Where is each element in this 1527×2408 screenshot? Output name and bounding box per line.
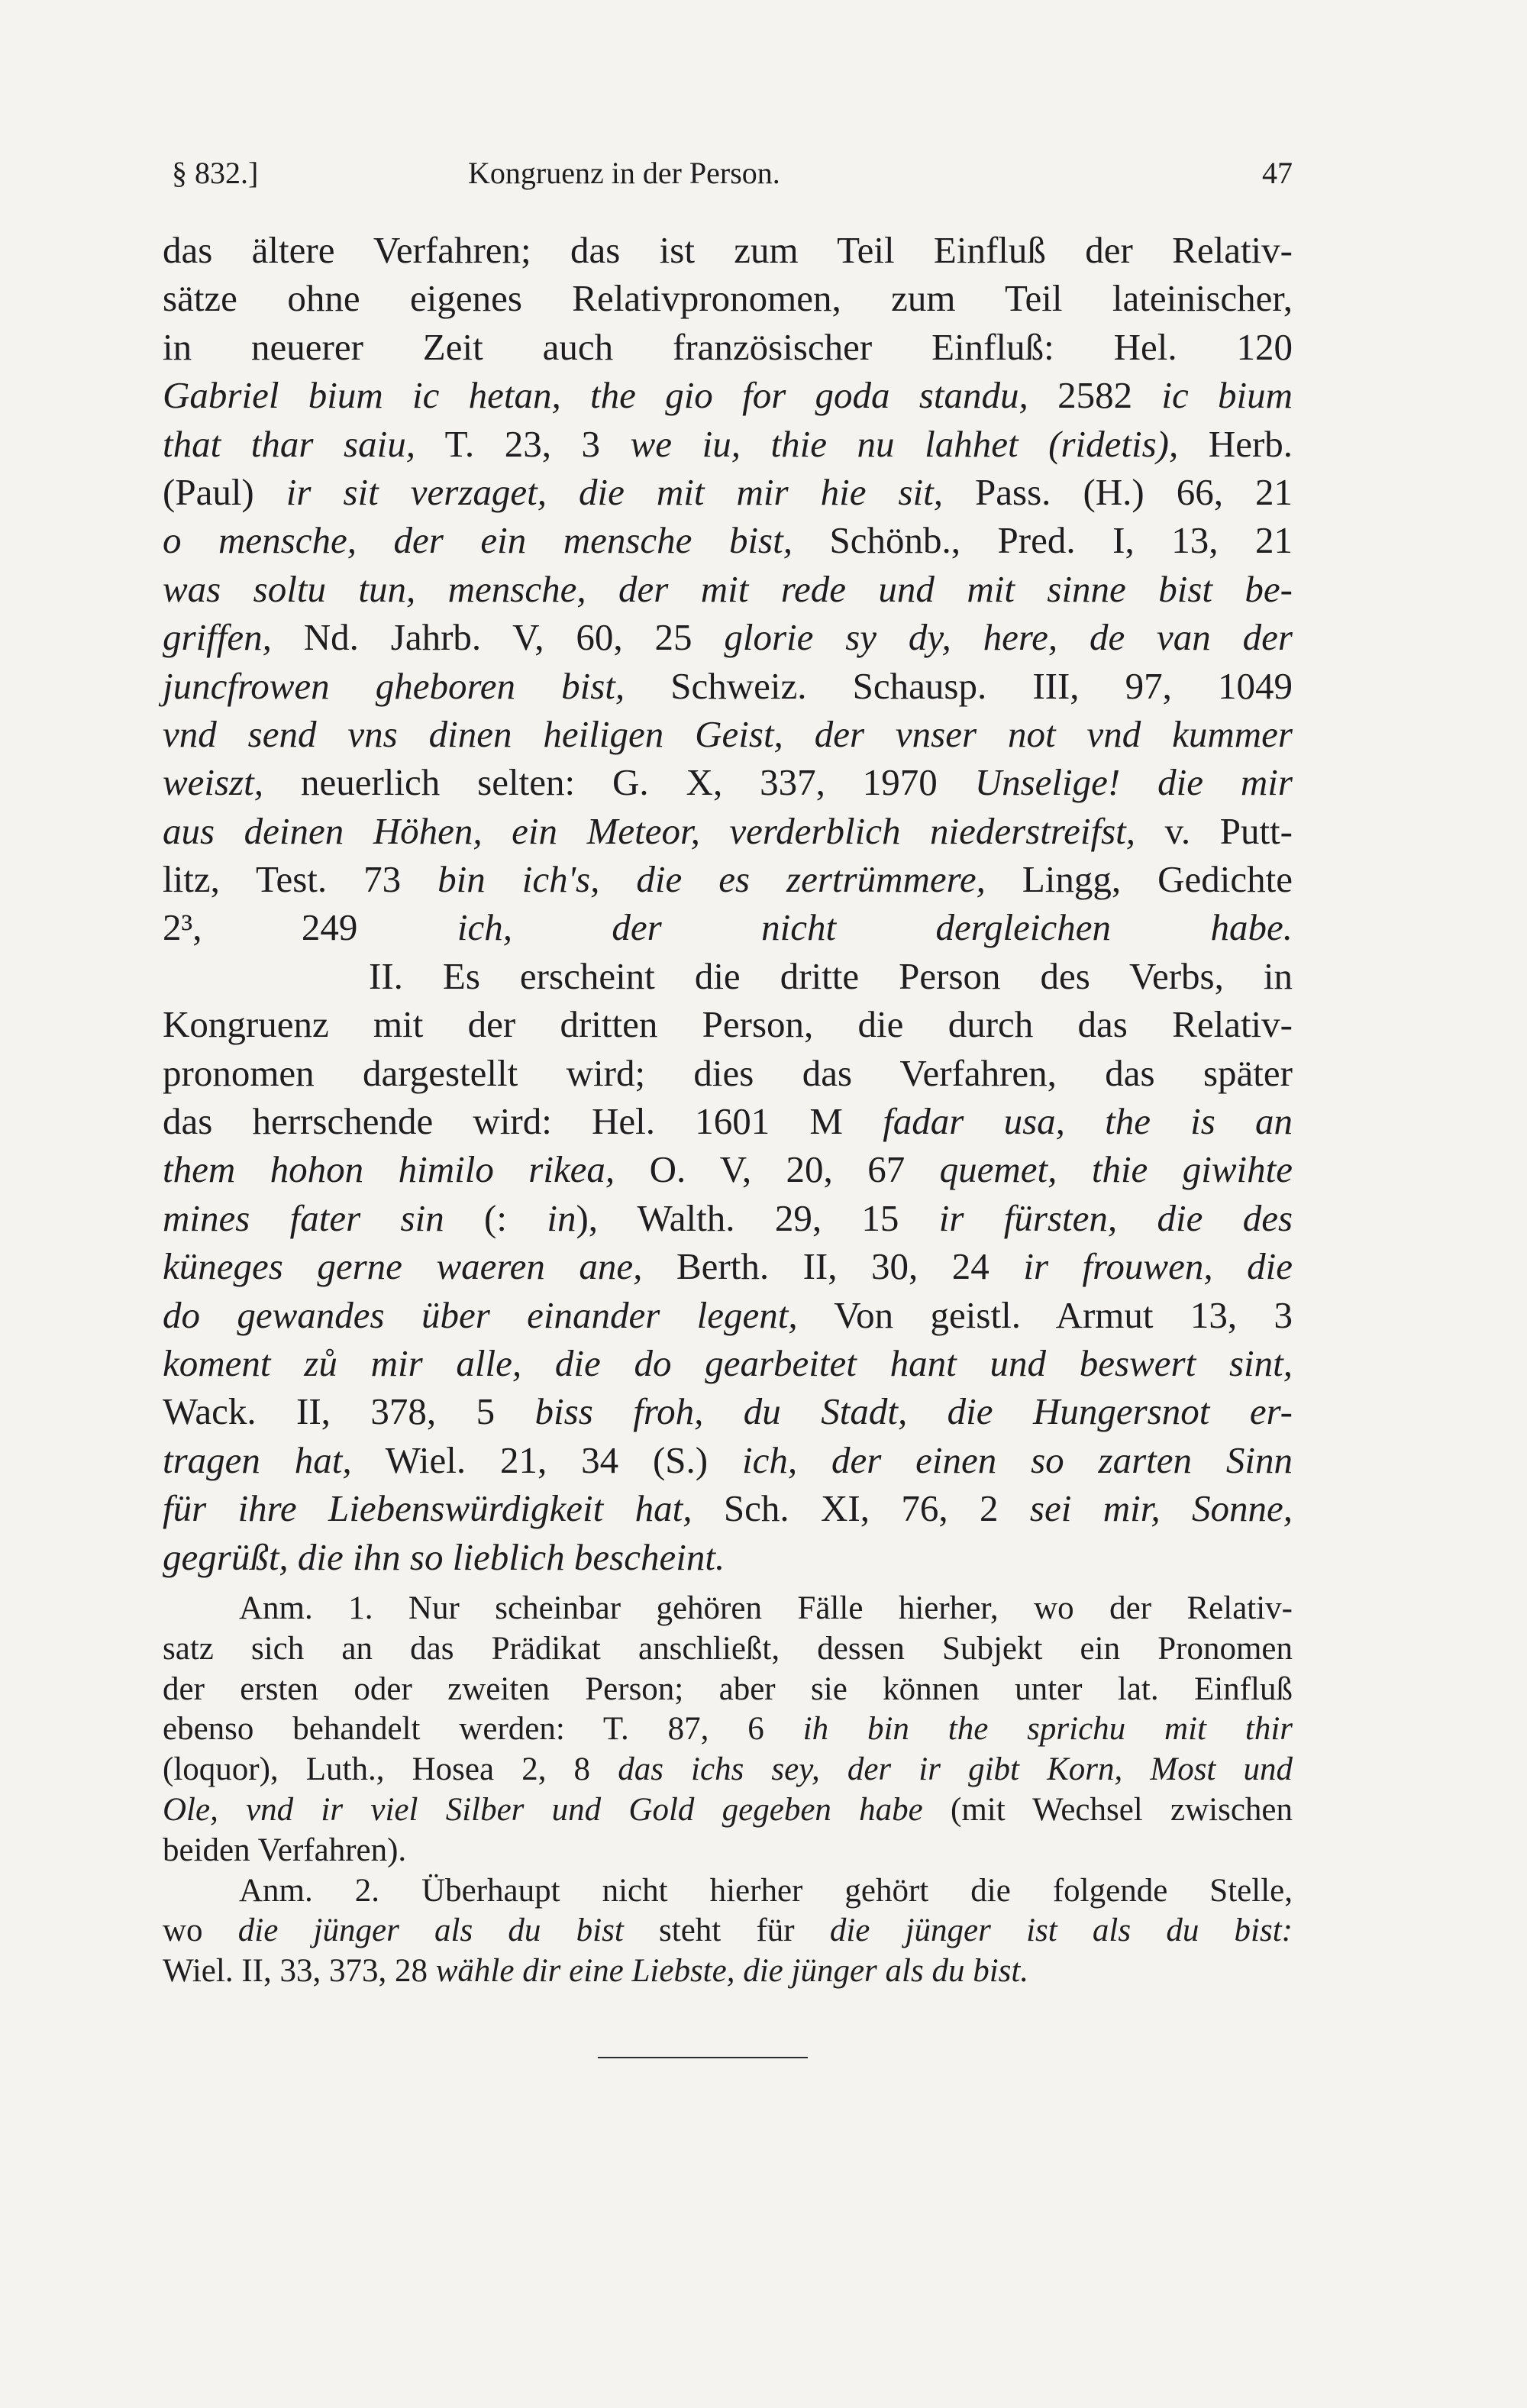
text-segment: ir frouwen, die xyxy=(1023,1245,1293,1288)
text-line xyxy=(163,565,1293,613)
text-segment: juncfrowen gheboren bist, xyxy=(163,664,625,707)
text-segment: das herrschende wird: Hel. 1601 M xyxy=(163,1100,883,1143)
text-segment: ic bium xyxy=(1161,374,1293,417)
text-line xyxy=(163,1291,1293,1339)
note-line xyxy=(163,1871,1293,1912)
text-segment: Kongruenz mit der dritten Person, die durch das Relativ- xyxy=(163,1003,1293,1046)
text-line xyxy=(163,1387,1293,1435)
text-segment: wo xyxy=(163,1913,238,1949)
text-line xyxy=(163,613,1293,661)
text-line xyxy=(163,1533,1293,1581)
text-line xyxy=(163,662,1293,710)
text-segment: Wack. II, 378, 5 xyxy=(163,1390,535,1433)
text-segment: mines fater sin xyxy=(163,1196,444,1239)
text-segment: sätze ohne eigenes Relativpronomen, zum Teil lateinischer, xyxy=(163,277,1293,320)
text-segment: o mensche, der ein mensche bist, xyxy=(163,519,793,562)
text-segment: ih bin the sprichu mit thir xyxy=(802,1711,1293,1748)
text-line xyxy=(163,855,1293,903)
text-segment: (mit Wechsel zwischen xyxy=(922,1791,1293,1828)
text-segment: küneges gerne waeren ane, xyxy=(163,1245,643,1288)
text-segment: ir sit verzaget, die mit mir hie sit, xyxy=(286,470,944,513)
text-segment: Von geistl. Armut 13, 3 xyxy=(797,1293,1293,1336)
text-segment: satz sich an das Prädikat anschließt, dessen Subjekt ein Pronomen xyxy=(163,1630,1293,1667)
text-segment: Nd. Jahrb. V, 60, 25 xyxy=(271,616,725,659)
text-line xyxy=(163,710,1293,758)
note-line xyxy=(163,1589,1293,1629)
text-segment: O. V, 20, 67 xyxy=(615,1148,940,1191)
text-segment: do gewandes über einander legent, xyxy=(163,1293,798,1336)
text-segment: biss froh, du Stadt, die Hungersnot er- xyxy=(534,1390,1293,1433)
text-line xyxy=(163,516,1293,564)
text-segment: Anm. 2. Überhaupt nicht hierher gehört die folgende Stelle, xyxy=(239,1872,1293,1909)
text-segment: Sch. XI, 76, 2 xyxy=(692,1487,1030,1530)
text-line xyxy=(163,807,1293,855)
note-line xyxy=(163,1670,1293,1710)
note-line xyxy=(163,1750,1293,1790)
text-segment: Anm. 1. Nur scheinbar gehören Fälle hierher, wo der Relativ- xyxy=(239,1590,1293,1626)
text-segment: Schönb., Pred. I, 13, 21 xyxy=(793,519,1293,562)
note-line xyxy=(163,1790,1293,1831)
text-segment: we iu, thie nu lahhet (ridetis), xyxy=(630,422,1179,465)
text-segment: Lingg, Gedichte xyxy=(985,858,1293,901)
text-segment: Schweiz. Schausp. III, 97, 1049 xyxy=(625,664,1293,707)
page-number: 47 xyxy=(1262,156,1293,190)
text-segment: ich, der einen so zarten Sinn xyxy=(741,1438,1293,1481)
text-segment: ich, der nicht dergleichen habe. xyxy=(457,906,1293,949)
text-segment: them hohon himilo rikea, xyxy=(163,1148,615,1191)
text-segment: Ole, vnd ir viel Silber und Gold gegeben habe xyxy=(163,1791,923,1828)
text-segment: koment zů mir alle, die do gearbeitet hant und beswert sint, xyxy=(163,1341,1293,1384)
section-reference: § 832.] xyxy=(172,156,259,190)
running-title: Kongruenz in der Person. xyxy=(468,156,780,190)
text-segment: Wiel. II, 33, 373, 28 xyxy=(163,1953,436,1990)
text-segment: Gabriel bium ic hetan, the gio for goda standu, xyxy=(163,374,1028,417)
text-segment: v. Putt- xyxy=(1135,809,1293,852)
text-segment: Wiel. 21, 34 (S.) xyxy=(351,1438,742,1481)
text-line xyxy=(163,758,1293,806)
text-segment: (Paul) xyxy=(163,470,286,513)
text-line xyxy=(163,952,1293,1000)
text-line xyxy=(163,274,1293,322)
text-line xyxy=(163,420,1293,468)
text-segment: glorie sy dy, here, de van der xyxy=(724,616,1293,659)
text-line xyxy=(163,1194,1293,1242)
text-line xyxy=(163,1000,1293,1048)
text-segment: in xyxy=(547,1196,576,1239)
main-paragraphs xyxy=(163,226,1293,1581)
text-line xyxy=(163,1145,1293,1193)
text-segment: die jünger ist als du bist: xyxy=(829,1913,1293,1949)
note-line xyxy=(163,1629,1293,1670)
text-segment: 2³, 249 xyxy=(163,906,457,949)
text-segment: quemet, thie giwihte xyxy=(939,1148,1293,1191)
text-segment: pronomen dargestellt wird; dies das Verfahren, das später xyxy=(163,1051,1293,1094)
text-segment: das ältere Verfahren; das ist zum Teil Einfluß der Relativ- xyxy=(163,229,1293,271)
end-rule xyxy=(598,2057,808,2058)
text-line xyxy=(163,1242,1293,1290)
text-line xyxy=(163,371,1293,419)
text-line xyxy=(163,1436,1293,1484)
text-line xyxy=(163,1049,1293,1097)
text-segment: Berth. II, 30, 24 xyxy=(642,1245,1024,1288)
text-segment: aus deinen Höhen, ein Meteor, verderblich niederstreifst, xyxy=(163,809,1136,852)
text-segment: was soltu tun, mensche, der mit rede und mit sinne bist be- xyxy=(163,567,1293,610)
text-segment: weiszt, xyxy=(163,761,264,804)
text-segment: Unselige! die mir xyxy=(974,761,1293,804)
text-segment: T. 23, 3 xyxy=(415,422,631,465)
annotations xyxy=(163,1589,1293,1992)
note-line xyxy=(163,1831,1293,1871)
text-line xyxy=(163,903,1293,951)
text-line xyxy=(163,1484,1293,1532)
text-segment: 2582 xyxy=(1028,374,1162,417)
text-segment: (loquor), Luth., Hosea 2, 8 xyxy=(163,1751,618,1788)
text-line xyxy=(163,1339,1293,1387)
text-segment: ir fürsten, die des xyxy=(938,1196,1293,1239)
text-segment: bin ich's, die es zertrümmere, xyxy=(437,858,986,901)
text-line xyxy=(163,1097,1293,1145)
text-segment: der ersten oder zweiten Person; aber sie können unter lat. Einfluß xyxy=(163,1670,1293,1707)
text-segment: griffen, xyxy=(163,616,272,659)
text-segment: steht für xyxy=(623,1913,830,1949)
text-line xyxy=(163,323,1293,371)
text-segment: sei mir, Sonne, xyxy=(1029,1487,1293,1530)
text-line xyxy=(163,226,1293,274)
text-segment: that thar saiu, xyxy=(163,422,415,465)
text-segment: vnd send vns dinen heiligen Geist, der vnser not vnd kummer xyxy=(163,712,1293,755)
text-segment: neuerlich selten: G. X, 337, 1970 xyxy=(263,761,975,804)
text-segment: Herb. xyxy=(1178,422,1293,465)
text-segment: für ihre Liebenswürdigkeit hat, xyxy=(163,1487,692,1530)
text-segment: die jünger als du bist xyxy=(237,1913,624,1949)
running-header xyxy=(163,155,1293,201)
text-segment: II. Es erscheint die dritte Person des Verbs, in xyxy=(369,954,1293,997)
note-line xyxy=(163,1911,1293,1951)
text-line xyxy=(163,468,1293,516)
text-segment: Pass. (H.) 66, 21 xyxy=(943,470,1293,513)
text-segment: tragen hat, xyxy=(163,1438,352,1481)
text-segment: beiden Verfahren). xyxy=(163,1832,407,1868)
text-segment: das ichs sey, der ir gibt Korn, Most und xyxy=(618,1751,1293,1788)
text-segment: ebenso behandelt werden: T. 87, 6 xyxy=(163,1711,803,1748)
text-segment: ), Walth. 29, 15 xyxy=(576,1196,939,1239)
note-line xyxy=(163,1951,1293,1992)
text-segment: fadar usa, the is an xyxy=(883,1100,1293,1143)
text-segment: (: xyxy=(444,1196,547,1239)
note-line xyxy=(163,1709,1293,1750)
text-segment: in neuerer Zeit auch französischer Einfluß: Hel. 120 xyxy=(163,325,1293,368)
text-segment: gegrüßt, die ihn so lieblich bescheint. xyxy=(163,1535,725,1578)
text-segment: wähle dir eine Liebste, die jünger als du bist. xyxy=(435,1953,1029,1990)
main-text xyxy=(163,226,1293,1992)
text-segment: litz, Test. 73 xyxy=(163,858,438,901)
